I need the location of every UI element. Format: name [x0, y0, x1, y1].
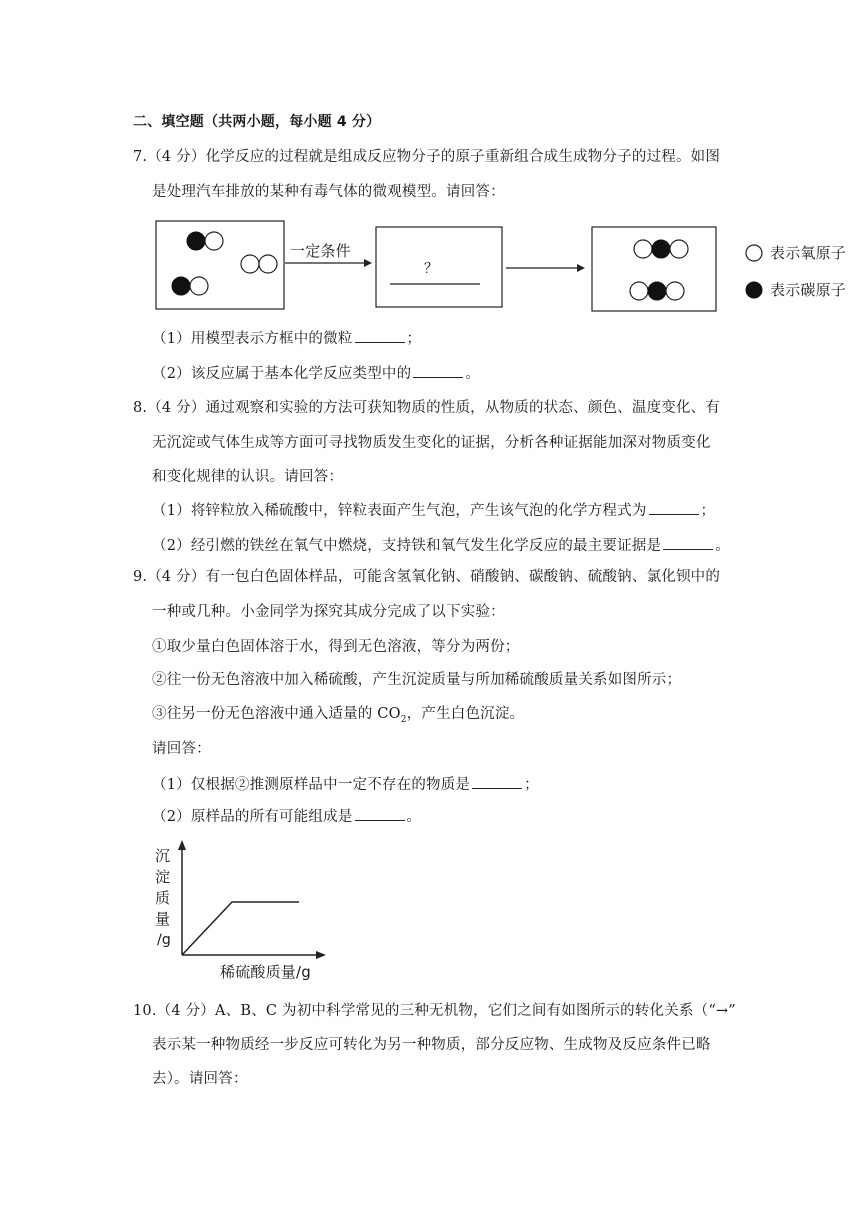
q9-sub1: （1）仅根据②推测原样品中一定不存在的物质是 ； [152, 774, 539, 795]
q7-stem-line1: 7.（4 分）化学反应的过程就是组成反应物分子的原子重新组合成生成物分子的过程。如图 [133, 149, 721, 165]
q9-stem-line2: 一种或几种。小金同学为探究其成分完成了以下实验： [152, 604, 505, 620]
q9-step1: ①取少量白色固体溶于水，得到无色溶液，等分为两份； [152, 639, 520, 655]
precipitate-curve [182, 902, 299, 955]
q7-stem-line2: 是处理汽车排放的某种有毒气体的微观模型。请回答： [152, 184, 505, 200]
section-title: 二、填空题（共两小题，每小题 4 分） [133, 114, 381, 130]
reaction-condition-label: 一定条件 [290, 242, 351, 260]
q10-stem-line1: 10.（4 分）A、B、C 为初中科学常见的三种无机物，它们之间有如图所示的转化关系（“→” [133, 1003, 736, 1019]
q9-step2: ②往一份无色溶液中加入稀硫酸，产生沉淀质量与所加稀硫酸质量关系如图所示； [152, 672, 682, 688]
unknown-question-mark: ？ [424, 261, 439, 277]
x-axis-arrow [316, 951, 326, 959]
legend-oxygen-label: 表示氧原子 [770, 244, 847, 262]
q8-stem-line1: 8.（4 分）通过观察和实验的方法可获知物质的性质，从物质的状态、颜色、温度变化、有 [133, 400, 721, 416]
q9-step3: ③往另一份无色溶液中通入适量的 $CO_2$，产生白色沉淀。 [152, 706, 525, 725]
q9-stem-line1: 9.（4 分）有一包白色固体样品，可能含氢氧化钠、硝酸钠、碳酸钠、硫酸钠、氯化钡中的 [133, 569, 721, 585]
graph-y-unit: /g [157, 932, 172, 948]
q8-stem-line3: 和变化规律的认识。请回答： [152, 469, 344, 485]
q9-sub2: （2）原样品的所有可能组成是 。 [152, 806, 421, 827]
q10-stem-line3: 去）。请回答： [152, 1071, 248, 1087]
q7-sub2: （2）该反应属于基本化学反应类型中的 。 [152, 363, 480, 384]
y-axis-arrow [178, 840, 186, 850]
graph-x-label: 稀硫酸质量/g [220, 963, 311, 981]
q9-prompt: 请回答： [152, 741, 211, 757]
legend-carbon-label: 表示碳原子 [770, 281, 847, 299]
q7-sub1: （1）用模型表示方框中的微粒 ； [152, 328, 421, 349]
q10-stem-line2: 表示某一种物质经一步反应可转化为另一种物质，部分反应物、生成物及反应条件已略 [152, 1037, 711, 1053]
q8-stem-line2: 无沉淀或气体生成等方面可寻找物质发生变化的证据，分析各种证据能加深对物质变化 [152, 435, 711, 451]
q8-sub1: （1）将锌粒放入稀硫酸中，锌粒表面产生气泡，产生该气泡的化学方程式为 ； [152, 500, 715, 521]
graph-y-label: 沉 淀 质 量 [155, 847, 171, 928]
q8-sub2: （2）经引燃的铁丝在氧气中燃烧，支持铁和氧气发生化学反应的最主要证据是 。 [152, 535, 730, 556]
